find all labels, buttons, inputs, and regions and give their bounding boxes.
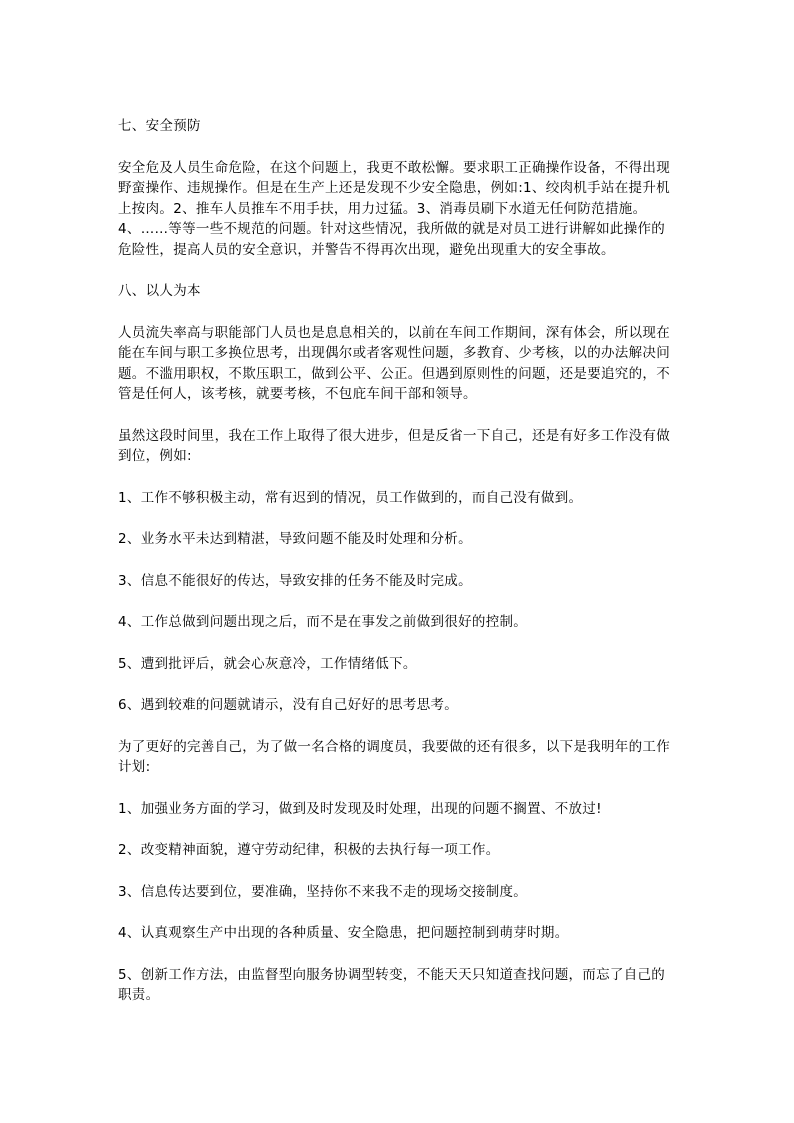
shortcoming-item: 3、信息不能很好的传达，导致安排的任务不能及时完成。 [118,572,472,589]
paragraph-gap [118,944,678,965]
plan-item: 1、加强业务方面的学习，做到及时发现及时处理，出现的问题不搁置、不放过! [118,800,602,817]
shortcoming-item: 1、工作不够积极主动，常有迟到的情况，员工作做到的，而自己没有做到。 [118,489,583,506]
plan-item: 3、信息传达要到位，要准确，坚持你不来我不走的现场交接制度。 [118,883,528,900]
paragraph-gap [118,550,678,571]
paragraph-gap [118,819,678,840]
plan-item: 2、改变精神面貌，遵守劳动纪律，积极的去执行每一项工作。 [118,842,500,858]
paragraph-gap [118,467,678,488]
paragraph-people: 人员流失率高与职能部门人员也是息息相关的，以前在车间工作期间，深有体会，所以现在能在车间与职工多换位思考，出现偶尔或者客观性问题，多教育、少考核，以的办法解决问题。不滥用职权，不欺压职工，做到公平、公正。但遇到原则性的问题，还是要追究的，不管是任何人，该考核，就要考核，不包庇车间干部和领导。 [118,324,670,402]
shortcoming-item: 5、遭到批评后，就会心灰意冷，工作情绪低下。 [118,655,417,672]
plan-item: 4、认真观察生产中出现的各种质量、安全隐患，把问题控制到萌芽时期。 [118,925,569,941]
paragraph-gap [118,674,678,695]
paragraph-gap [118,591,678,612]
shortcoming-item: 2、业务水平未达到精湛，导致问题不能及时处理和分析。 [118,531,472,547]
paragraph-gap [118,508,678,529]
paragraph-gap [118,716,678,737]
paragraph-safety: 安全危及人员生命危险，在这个问题上，我更不敢松懈。要求职工正确操作设备，不得出现野蛮操作、违规操作。但是在生产上还是发现不少安全隐患，例如:1、绞肉机手站在提升机上按肉。2、推车人员推车不用手扶，用力过猛。3、消毒员刷下水道无任何防范措施。4、……等等一些不规范的问题。针对这些情况，我所做的就是对员工进行讲解如此操作的危险性，提高人员的安全意识，并警告不得再次出现，避免出现重大的安全事故。 [118,159,670,258]
paragraph-gap [118,861,678,882]
plan-item: 5、创新工作方法，由监督型向服务协调型转变，不能天天只知道查找问题，而忘了自己的职责。 [118,966,666,1003]
section-heading-safety: 七、安全预防 [118,118,201,134]
paragraph-gap [118,302,678,323]
paragraph-gap [118,902,678,923]
shortcoming-item: 4、工作总做到问题出现之后，而不是在事发之前做到很好的控制。 [118,614,528,630]
paragraph-gap [118,778,678,799]
paragraph-gap [118,137,678,158]
paragraph-plan-intro: 为了更好的完善自己，为了做一名合格的调度员，我要做的还有很多，以下是我明年的工作计划: [118,738,670,775]
paragraph-reflection: 虽然这段时间里，我在工作上取得了很大进步，但是反省一下自己，还是有好多工作没有做到位，例如: [118,427,670,464]
document-body [118,116,678,1006]
shortcoming-item: 6、遇到较难的问题就请示，没有自己好好的思考思考。 [118,697,459,713]
paragraph-gap [118,405,678,426]
paragraph-gap [118,633,678,654]
section-heading-people: 八、以人为本 [118,283,201,299]
paragraph-gap [118,260,678,281]
